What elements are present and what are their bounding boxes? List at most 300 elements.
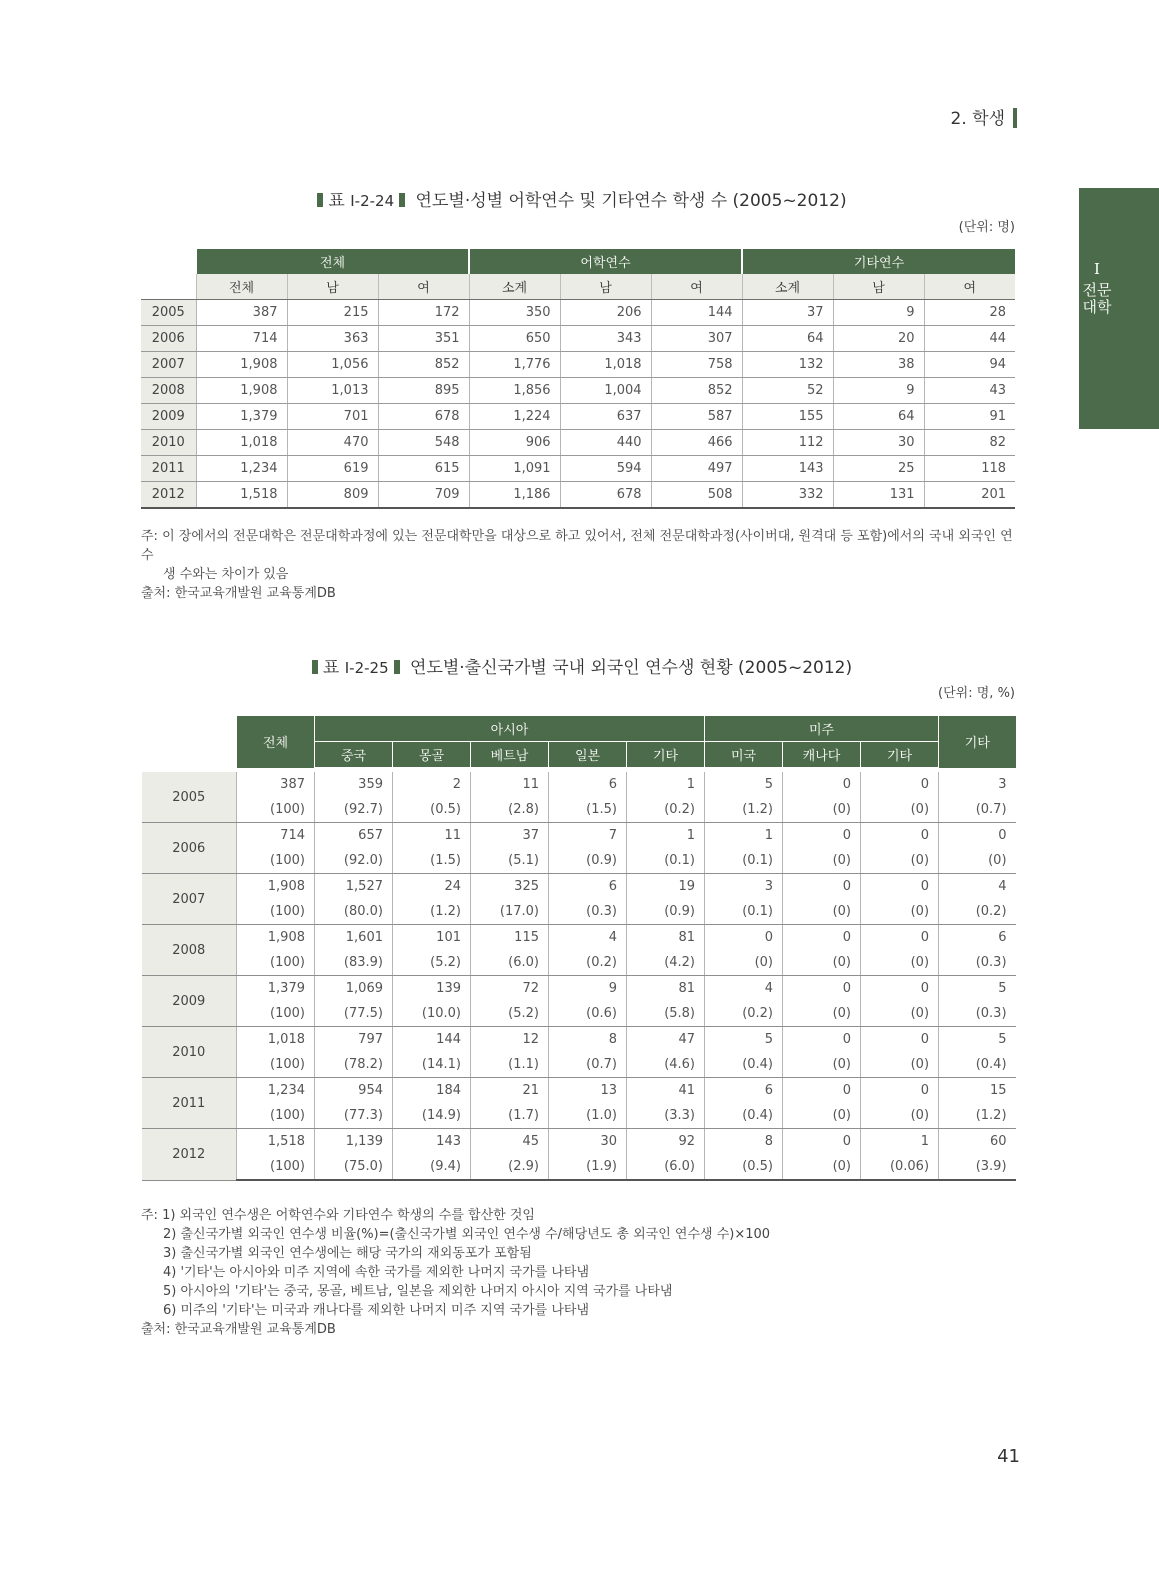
table1-group-other: 기타연수 <box>742 249 1015 274</box>
table1-cell: 350 <box>469 300 560 326</box>
table2-count-cell: 0 <box>861 823 939 849</box>
table1-number: Ⅰ-2-24 <box>350 192 395 210</box>
table1-cell: 94 <box>924 352 1015 378</box>
table2-count-cell: 5 <box>705 1027 783 1053</box>
table1-cell: 351 <box>378 326 469 352</box>
table2-count-cell: 1,601 <box>315 925 393 951</box>
table2-percent-cell: (0) <box>783 1103 861 1129</box>
table2-count-cell: 6 <box>939 925 1016 951</box>
table1-cell: 37 <box>742 300 833 326</box>
table2-percent-cell: (0) <box>783 1052 861 1078</box>
table2-percent-cell: (0) <box>783 899 861 925</box>
table1-group-total: 전체 <box>196 249 469 274</box>
table2-count-cell: 0 <box>783 1027 861 1053</box>
table2-count-cell: 47 <box>627 1027 705 1053</box>
table2-percent-cell: (5.2) <box>393 950 471 976</box>
table1-cell: 678 <box>378 404 469 430</box>
table2-count-cell: 1,908 <box>237 925 315 951</box>
table1-cell: 307 <box>651 326 742 352</box>
table2-percent-cell: (0.2) <box>627 797 705 823</box>
table2-count-cell: 7 <box>549 823 627 849</box>
table1-cell: 112 <box>742 430 833 456</box>
table2-count-cell: 12 <box>471 1027 549 1053</box>
table2-count-cell: 1,527 <box>315 874 393 900</box>
table1-cell: 144 <box>651 300 742 326</box>
table2-percent-cell: (1.2) <box>705 797 783 823</box>
table2-row-percent <box>142 797 1016 823</box>
table1-cell: 172 <box>378 300 469 326</box>
table1-cell: 132 <box>742 352 833 378</box>
table2-percent-cell: (0) <box>861 1052 939 1078</box>
table2-count-cell: 0 <box>783 925 861 951</box>
table2-count-cell: 1 <box>861 1129 939 1155</box>
table2-note: 2) 출신국가별 외국인 연수생 비율(%)=(출신국가별 외국인 연수생 수/해당년도 총 외국인 연수생 수)×100 <box>163 1227 771 1242</box>
table2-percent-cell: (92.7) <box>315 797 393 823</box>
table1-cell: 508 <box>651 482 742 509</box>
table2-count-cell: 0 <box>783 823 861 849</box>
table2-percent-cell: (1.2) <box>393 899 471 925</box>
table2-year: 2006 <box>142 823 237 874</box>
table1-cell: 594 <box>560 456 651 482</box>
table2-count-cell: 1 <box>627 772 705 797</box>
table2-note: 주: 1) 외국인 연수생은 어학연수와 기타연수 학생의 수를 합산한 것임 <box>141 1208 535 1223</box>
table2-percent-cell: (77.5) <box>315 1001 393 1027</box>
table2-count-cell: 5 <box>705 772 783 797</box>
table2-percent-cell: (10.0) <box>393 1001 471 1027</box>
table2-count-cell: 954 <box>315 1078 393 1104</box>
table1-cell: 1,004 <box>560 378 651 404</box>
table2-count-cell: 144 <box>393 1027 471 1053</box>
table2-count-cell: 714 <box>237 823 315 849</box>
table2-percent-cell: (0.3) <box>549 899 627 925</box>
table2-note: 6) 미주의 '기타'는 미국과 캐나다를 제외한 나머지 미주 지역 국가를 나타냄 <box>163 1303 589 1318</box>
table2-number: Ⅰ-2-25 <box>344 659 389 677</box>
table2-percent-cell: (5.1) <box>471 848 549 874</box>
title-marker <box>312 660 318 674</box>
table1-cell: 497 <box>651 456 742 482</box>
table1-cell: 1,013 <box>287 378 378 404</box>
table2-count-cell: 325 <box>471 874 549 900</box>
section-header <box>900 104 1017 129</box>
table2-row-percent <box>142 1103 1016 1129</box>
table1 <box>141 249 1015 509</box>
table2 <box>141 716 1016 1181</box>
table2-count-cell: 359 <box>315 772 393 797</box>
table1-cell: 20 <box>833 326 924 352</box>
table2-count-cell: 5 <box>939 1027 1016 1053</box>
table2-count-cell: 11 <box>393 823 471 849</box>
table1-year: 2010 <box>141 430 196 456</box>
table2-col-header: 미국 <box>705 742 783 768</box>
table2-percent-cell: (2.8) <box>471 797 549 823</box>
table2-percent-cell: (100) <box>237 1103 315 1129</box>
table1-col-header: 전체 <box>196 274 287 300</box>
table1-cell: 1,018 <box>196 430 287 456</box>
table2-col-header: 일본 <box>549 742 627 768</box>
table2-count-cell: 1,379 <box>237 976 315 1002</box>
table2-percent-cell: (0) <box>939 848 1016 874</box>
table2-percent-cell: (6.0) <box>471 950 549 976</box>
table2-row-percent <box>142 899 1016 925</box>
table2-count-cell: 657 <box>315 823 393 849</box>
table2-percent-cell: (0) <box>705 950 783 976</box>
table2-note: 3) 출신국가별 외국인 연수생에는 해당 국가의 재외동포가 포함됨 <box>163 1246 532 1261</box>
table2-percent-cell: (0.1) <box>705 899 783 925</box>
table2-percent-cell: (0) <box>861 899 939 925</box>
table1-cell: 44 <box>924 326 1015 352</box>
table1-col-header: 남 <box>287 274 378 300</box>
table2-count-cell: 0 <box>783 1078 861 1104</box>
table1-col-header: 남 <box>833 274 924 300</box>
table1-cell: 852 <box>651 378 742 404</box>
table1-cell: 619 <box>287 456 378 482</box>
table2-count-cell: 21 <box>471 1078 549 1104</box>
table1-cell: 1,776 <box>469 352 560 378</box>
chapter-roman-numeral: I <box>1094 260 1100 278</box>
table2-percent-cell: (0.4) <box>705 1103 783 1129</box>
table2-count-cell: 0 <box>861 1078 939 1104</box>
table2-percent-cell: (0.2) <box>549 950 627 976</box>
table1-year: 2006 <box>141 326 196 352</box>
table2-percent-cell: (0.1) <box>627 848 705 874</box>
table2-count-cell: 0 <box>783 874 861 900</box>
table2-count-cell: 797 <box>315 1027 393 1053</box>
table1-row <box>141 482 1015 509</box>
table2-percent-cell: (0.7) <box>939 797 1016 823</box>
table2-row-count <box>142 976 1016 1002</box>
table1-cell: 470 <box>287 430 378 456</box>
table2-year: 2012 <box>142 1129 237 1181</box>
table2-count-cell: 143 <box>393 1129 471 1155</box>
table2-percent-cell: (80.0) <box>315 899 393 925</box>
table1-cell: 1,234 <box>196 456 287 482</box>
table1-cell: 9 <box>833 378 924 404</box>
table2-count-cell: 6 <box>705 1078 783 1104</box>
title-marker <box>399 193 405 207</box>
table1-cell: 28 <box>924 300 1015 326</box>
table2-percent-cell: (3.3) <box>627 1103 705 1129</box>
table1-cell: 637 <box>560 404 651 430</box>
table2-col-header: 중국 <box>315 742 393 768</box>
table2-count-cell: 5 <box>939 976 1016 1002</box>
table2-count-cell: 6 <box>549 772 627 797</box>
table1-note: 주: 이 장에서의 전문대학은 전문대학과정에 있는 전문대학만을 대상으로 하고 있어서, 전체 전문대학과정(사이버대, 원격대 등 포함)에서의 국내 외국인 연수 <box>141 529 1013 563</box>
chapter-side-tab <box>1079 188 1159 429</box>
table2-year: 2007 <box>142 874 237 925</box>
table1-cell: 9 <box>833 300 924 326</box>
table2-percent-cell: (4.6) <box>627 1052 705 1078</box>
table1-row <box>141 430 1015 456</box>
table2-year: 2008 <box>142 925 237 976</box>
table1-cell: 332 <box>742 482 833 509</box>
table2-count-cell: 2 <box>393 772 471 797</box>
table1-col-header: 여 <box>924 274 1015 300</box>
table1-cell: 82 <box>924 430 1015 456</box>
table2-percent-cell: (0.7) <box>549 1052 627 1078</box>
table2-percent-cell: (0.6) <box>549 1001 627 1027</box>
table2-row-count <box>142 1078 1016 1104</box>
table2-percent-cell: (17.0) <box>471 899 549 925</box>
table2-row-percent <box>142 1154 1016 1180</box>
table1-cell: 38 <box>833 352 924 378</box>
table2-percent-cell: (83.9) <box>315 950 393 976</box>
table2-percent-cell: (0.5) <box>705 1154 783 1180</box>
table2-percent-cell: (1.5) <box>393 848 471 874</box>
table1-cell: 1,056 <box>287 352 378 378</box>
table2-percent-cell: (0.4) <box>705 1052 783 1078</box>
table2-row-count <box>142 1027 1016 1053</box>
table2-col-header: 캐나다 <box>783 742 861 768</box>
page-number: 41 <box>997 1446 1020 1467</box>
table1-cell: 1,908 <box>196 378 287 404</box>
table2-percent-cell: (0.4) <box>939 1052 1016 1078</box>
table1-cell: 206 <box>560 300 651 326</box>
table2-count-cell: 0 <box>783 772 861 797</box>
table2-count-cell: 3 <box>705 874 783 900</box>
table2-count-cell: 92 <box>627 1129 705 1155</box>
table2-percent-cell: (4.2) <box>627 950 705 976</box>
table1-title <box>0 186 1159 211</box>
table1-cell: 143 <box>742 456 833 482</box>
table2-corner <box>142 716 237 768</box>
table1-cell: 548 <box>378 430 469 456</box>
table1-cell: 1,379 <box>196 404 287 430</box>
table2-percent-cell: (100) <box>237 797 315 823</box>
table2-percent-cell: (5.8) <box>627 1001 705 1027</box>
table2-percent-cell: (0) <box>861 1001 939 1027</box>
table2-percent-cell: (0.3) <box>939 1001 1016 1027</box>
table2-percent-cell: (1.0) <box>549 1103 627 1129</box>
table1-row <box>141 378 1015 404</box>
table2-percent-cell: (14.9) <box>393 1103 471 1129</box>
table2-count-cell: 37 <box>471 823 549 849</box>
table2-percent-cell: (0.06) <box>861 1154 939 1180</box>
table1-cell: 118 <box>924 456 1015 482</box>
table2-group-asia: 아시아 <box>315 716 705 742</box>
table2-col-header: 기타 <box>861 742 939 768</box>
table2-col-header: 베트남 <box>471 742 549 768</box>
table1-prefix: 표 <box>328 191 345 211</box>
table2-notes <box>141 1206 1021 1339</box>
table1-row <box>141 456 1015 482</box>
table2-row-count <box>142 772 1016 797</box>
table2-row-percent <box>142 1052 1016 1078</box>
table2-percent-cell: (0.9) <box>549 848 627 874</box>
table2-percent-cell: (0) <box>861 797 939 823</box>
table2-percent-cell: (3.9) <box>939 1154 1016 1180</box>
table2-percent-cell: (0.3) <box>939 950 1016 976</box>
table2-percent-cell: (14.1) <box>393 1052 471 1078</box>
table2-count-cell: 9 <box>549 976 627 1002</box>
table2-percent-cell: (100) <box>237 848 315 874</box>
table1-corner <box>141 274 196 300</box>
table2-percent-cell: (100) <box>237 899 315 925</box>
table1-cell: 91 <box>924 404 1015 430</box>
table1-row <box>141 352 1015 378</box>
table2-count-cell: 0 <box>783 1129 861 1155</box>
table1-cell: 1,018 <box>560 352 651 378</box>
table2-percent-cell: (6.0) <box>627 1154 705 1180</box>
table1-col-header: 소계 <box>469 274 560 300</box>
table1-col-header: 여 <box>378 274 469 300</box>
table2-count-cell: 1,069 <box>315 976 393 1002</box>
table1-year: 2009 <box>141 404 196 430</box>
table2-percent-cell: (0.9) <box>627 899 705 925</box>
table2-count-cell: 60 <box>939 1129 1016 1155</box>
table2-title-text: 연도별·출신국가별 국내 외국인 연수생 현황 (2005~2012) <box>410 658 853 678</box>
table2-count-cell: 0 <box>861 976 939 1002</box>
table1-cell: 155 <box>742 404 833 430</box>
table1-col-header: 여 <box>651 274 742 300</box>
table2-percent-cell: (0) <box>783 950 861 976</box>
table1-year: 2008 <box>141 378 196 404</box>
table2-percent-cell: (0) <box>861 950 939 976</box>
table2-count-cell: 11 <box>471 772 549 797</box>
table2-count-cell: 19 <box>627 874 705 900</box>
table2-count-cell: 45 <box>471 1129 549 1155</box>
table2-unit: (단위: 명, %) <box>938 686 1015 701</box>
table2-percent-cell: (5.2) <box>471 1001 549 1027</box>
table2-count-cell: 0 <box>705 925 783 951</box>
table1-col-header: 소계 <box>742 274 833 300</box>
table1-cell: 1,908 <box>196 352 287 378</box>
table1-col-header: 남 <box>560 274 651 300</box>
table2-percent-cell: (100) <box>237 1154 315 1180</box>
table1-cell: 25 <box>833 456 924 482</box>
table1-year: 2012 <box>141 482 196 509</box>
table2-group-america: 미주 <box>705 716 939 742</box>
table2-count-cell: 13 <box>549 1078 627 1104</box>
table2-percent-cell: (0.2) <box>705 1001 783 1027</box>
chapter-label: 전문대학 <box>1082 281 1112 316</box>
section-bar <box>1013 108 1017 128</box>
table2-count-cell: 81 <box>627 925 705 951</box>
table1-cell: 201 <box>924 482 1015 509</box>
table2-row-count <box>142 1129 1016 1155</box>
table1-year: 2005 <box>141 300 196 326</box>
table1-cell: 363 <box>287 326 378 352</box>
table1-cell: 709 <box>378 482 469 509</box>
table1-cell: 343 <box>560 326 651 352</box>
table1-source: 출처: 한국교육개발원 교육통계DB <box>141 586 336 601</box>
table2-count-cell: 4 <box>705 976 783 1002</box>
table1-cell: 387 <box>196 300 287 326</box>
table2-count-cell: 0 <box>861 1027 939 1053</box>
table2-count-cell: 0 <box>783 976 861 1002</box>
table2-percent-cell: (1.5) <box>549 797 627 823</box>
table2-year: 2010 <box>142 1027 237 1078</box>
table1-cell: 895 <box>378 378 469 404</box>
table1-cell: 64 <box>742 326 833 352</box>
table1-group-language: 어학연수 <box>469 249 742 274</box>
table1-cell: 43 <box>924 378 1015 404</box>
table2-percent-cell: (0.2) <box>939 899 1016 925</box>
table2-count-cell: 1,518 <box>237 1129 315 1155</box>
table2-source: 출처: 한국교육개발원 교육통계DB <box>141 1322 336 1337</box>
table2-count-cell: 1 <box>627 823 705 849</box>
title-marker <box>317 193 323 207</box>
table1-notes <box>141 527 1021 603</box>
table2-count-cell: 1,139 <box>315 1129 393 1155</box>
table2-count-cell: 184 <box>393 1078 471 1104</box>
table2-year: 2011 <box>142 1078 237 1129</box>
table2-prefix: 표 <box>322 658 340 678</box>
table1-cell: 131 <box>833 482 924 509</box>
table2-count-cell: 115 <box>471 925 549 951</box>
table2-percent-cell: (0) <box>783 1001 861 1027</box>
table1-row <box>141 300 1015 326</box>
table2-count-cell: 0 <box>861 772 939 797</box>
table1-cell: 1,224 <box>469 404 560 430</box>
table2-count-cell: 1 <box>705 823 783 849</box>
table2-row-percent <box>142 950 1016 976</box>
table1-cell: 30 <box>833 430 924 456</box>
table2-year: 2009 <box>142 976 237 1027</box>
table2-percent-cell: (1.2) <box>939 1103 1016 1129</box>
table1-cell: 615 <box>378 456 469 482</box>
table2-count-cell: 1,018 <box>237 1027 315 1053</box>
table2-percent-cell: (0) <box>783 1154 861 1180</box>
table1-cell: 809 <box>287 482 378 509</box>
table2-percent-cell: (1.1) <box>471 1052 549 1078</box>
table2-count-cell: 0 <box>861 874 939 900</box>
table2-count-cell: 4 <box>939 874 1016 900</box>
table2-row-count <box>142 874 1016 900</box>
table1-cell: 215 <box>287 300 378 326</box>
table1-cell: 466 <box>651 430 742 456</box>
table2-count-cell: 72 <box>471 976 549 1002</box>
table1-cell: 906 <box>469 430 560 456</box>
table1-cell: 758 <box>651 352 742 378</box>
table1-cell: 701 <box>287 404 378 430</box>
table2-count-cell: 3 <box>939 772 1016 797</box>
table2-percent-cell: (1.9) <box>549 1154 627 1180</box>
table2-row-percent <box>142 1001 1016 1027</box>
table1-year: 2011 <box>141 456 196 482</box>
table1-cell: 587 <box>651 404 742 430</box>
table1-cell: 650 <box>469 326 560 352</box>
table2-count-cell: 1,908 <box>237 874 315 900</box>
table2-percent-cell: (100) <box>237 1001 315 1027</box>
table2-count-cell: 15 <box>939 1078 1016 1104</box>
table2-count-cell: 24 <box>393 874 471 900</box>
table2-percent-cell: (9.4) <box>393 1154 471 1180</box>
table2-percent-cell: (1.7) <box>471 1103 549 1129</box>
table2-count-cell: 41 <box>627 1078 705 1104</box>
table2-count-cell: 8 <box>705 1129 783 1155</box>
table1-year: 2007 <box>141 352 196 378</box>
section-title: 2. 학생 <box>950 109 1005 129</box>
table2-count-cell: 4 <box>549 925 627 951</box>
table2-note: 4) '기타'는 아시아와 미주 지역에 속한 국가를 제외한 나머지 국가를 나타냄 <box>163 1265 589 1280</box>
table2-count-cell: 1,234 <box>237 1078 315 1104</box>
table2-percent-cell: (0) <box>783 797 861 823</box>
table2-row-count <box>142 823 1016 849</box>
table1-cell: 678 <box>560 482 651 509</box>
table2-percent-cell: (100) <box>237 1052 315 1078</box>
table1-cell: 852 <box>378 352 469 378</box>
table2-percent-cell: (0) <box>861 848 939 874</box>
table1-cell: 52 <box>742 378 833 404</box>
table1-title-text: 연도별·성별 어학연수 및 기타연수 학생 수 (2005~2012) <box>415 191 847 211</box>
table2-row-count <box>142 925 1016 951</box>
table2-count-cell: 139 <box>393 976 471 1002</box>
table2-percent-cell: (77.3) <box>315 1103 393 1129</box>
table2-percent-cell: (0) <box>861 1103 939 1129</box>
table2-percent-cell: (0) <box>783 848 861 874</box>
table1-cell: 1,518 <box>196 482 287 509</box>
table2-year: 2005 <box>142 772 237 823</box>
